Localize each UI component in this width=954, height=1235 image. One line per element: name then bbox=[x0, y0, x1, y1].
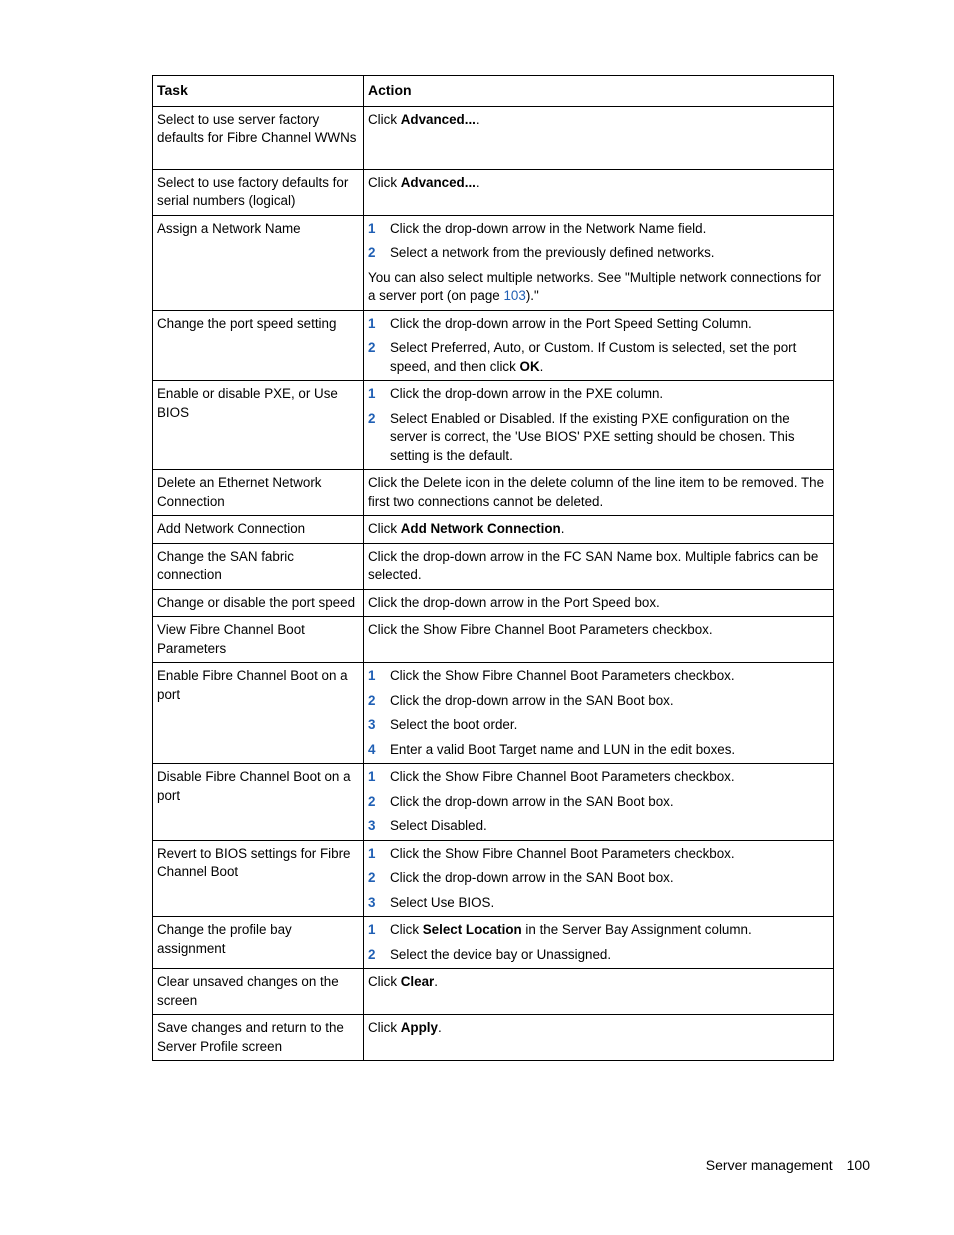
task-cell: Add Network Connection bbox=[153, 516, 364, 544]
action-text: . bbox=[434, 974, 438, 989]
task-cell: Select to use factory defaults for serial numbers (logical) bbox=[153, 169, 364, 215]
action-cell bbox=[364, 169, 834, 215]
task-cell: Change the SAN fabric connection bbox=[153, 543, 364, 589]
step-number: 2 bbox=[368, 410, 376, 426]
step-text: Select Disabled. bbox=[390, 818, 487, 833]
task-cell: Change the profile bay assignment bbox=[153, 917, 364, 969]
step-text-part: . bbox=[539, 358, 544, 374]
step-text: Click the Show Fibre Channel Boot Parameters checkbox. bbox=[390, 845, 735, 861]
step-text: Enter a valid Boot Target name and LUN in the edit boxes. bbox=[390, 741, 736, 757]
step-list bbox=[368, 667, 828, 759]
action-text: Click bbox=[368, 974, 401, 989]
action-text: Click bbox=[368, 174, 401, 190]
step-item bbox=[368, 244, 828, 263]
action-text: Click bbox=[368, 521, 401, 536]
step-text: Click the drop-down arrow in the SAN Boot box. bbox=[390, 870, 674, 885]
action-cell bbox=[364, 1015, 834, 1061]
action-cell bbox=[364, 470, 834, 516]
task-cell: Revert to BIOS settings for Fibre Channel Boot bbox=[153, 840, 364, 917]
action-cell bbox=[364, 543, 834, 589]
step-item bbox=[368, 845, 828, 864]
page-number: 100 bbox=[846, 1157, 870, 1173]
step-number: 1 bbox=[368, 845, 376, 861]
step-item bbox=[368, 817, 828, 836]
step-text: Select the device bay or Unassigned. bbox=[390, 946, 612, 962]
action-cell bbox=[364, 310, 834, 381]
task-cell: Change or disable the port speed bbox=[153, 589, 364, 617]
table-row bbox=[153, 215, 834, 310]
step-item bbox=[368, 894, 828, 913]
step-text: Click the drop-down arrow in the Port Speed Setting Column. bbox=[390, 315, 752, 331]
step-number: 1 bbox=[368, 769, 376, 784]
table-row bbox=[153, 310, 834, 381]
action-text: Click the drop-down arrow in the FC SAN Name box. Multiple fabrics can be selected. bbox=[368, 548, 819, 582]
action-bold-text: Advanced... bbox=[400, 111, 476, 127]
table-row bbox=[153, 516, 834, 544]
step-item bbox=[368, 716, 828, 735]
table-row bbox=[153, 840, 834, 917]
task-cell: Enable Fibre Channel Boot on a port bbox=[153, 663, 364, 764]
column-header-action: Action bbox=[364, 76, 834, 107]
step-item bbox=[368, 921, 828, 940]
action-text: Click bbox=[368, 1020, 401, 1035]
step-text: Select Use BIOS. bbox=[390, 894, 495, 910]
step-list bbox=[368, 220, 828, 263]
step-number: 2 bbox=[368, 793, 376, 809]
table-row bbox=[153, 764, 834, 841]
step-list bbox=[368, 768, 828, 836]
table-row bbox=[153, 169, 834, 215]
step-number: 1 bbox=[368, 315, 376, 331]
table-row bbox=[153, 470, 834, 516]
step-bold-text: Select Location bbox=[422, 922, 522, 937]
table-row bbox=[153, 589, 834, 617]
table-row bbox=[153, 617, 834, 663]
step-item bbox=[368, 869, 828, 888]
action-text: . bbox=[437, 1020, 442, 1035]
action-text: Click the Delete icon in the delete column of the line item to be removed. The first two connections cannot be deleted. bbox=[368, 475, 825, 509]
table-row bbox=[153, 1015, 834, 1061]
action-cell bbox=[364, 381, 834, 470]
step-text: Click the Show Fibre Channel Boot Parameters checkbox. bbox=[390, 769, 735, 784]
task-cell: Enable or disable PXE, or Use BIOS bbox=[153, 381, 364, 470]
table-row bbox=[153, 663, 834, 764]
task-cell: Disable Fibre Channel Boot on a port bbox=[153, 764, 364, 841]
step-number: 1 bbox=[368, 386, 376, 401]
step-text: Click the drop-down arrow in the PXE column. bbox=[390, 386, 664, 401]
step-list bbox=[368, 921, 828, 964]
step-item bbox=[368, 315, 828, 334]
step-item bbox=[368, 667, 828, 686]
table-row bbox=[153, 543, 834, 589]
step-text bbox=[390, 339, 828, 376]
step-number: 1 bbox=[368, 668, 376, 683]
column-header-task: Task bbox=[153, 76, 364, 107]
note-text: )." bbox=[525, 288, 539, 303]
step-text: Select the boot order. bbox=[390, 717, 518, 732]
step-number: 2 bbox=[368, 340, 376, 355]
step-number: 3 bbox=[368, 818, 376, 833]
step-list bbox=[368, 845, 828, 913]
step-text: Select Enabled or Disabled. If the existing PXE configuration on the server is correct, the 'Use BIOS' PXE setting should be chosen. This setting is the default. bbox=[390, 410, 795, 463]
action-cell bbox=[364, 617, 834, 663]
action-text: Click the drop-down arrow in the Port Speed box. bbox=[368, 594, 660, 610]
step-item bbox=[368, 692, 828, 711]
table-row bbox=[153, 917, 834, 969]
step-number: 4 bbox=[368, 741, 376, 757]
step-item bbox=[368, 793, 828, 812]
step-item bbox=[368, 946, 828, 965]
action-text: Click bbox=[368, 111, 401, 127]
step-text-part: in the Server Bay Assignment column. bbox=[521, 922, 752, 937]
step-text-part: Select Preferred, Auto, or Custom. If Custom is selected, set the port speed, and then click bbox=[390, 340, 797, 374]
page-reference-link[interactable]: 103 bbox=[503, 288, 526, 303]
action-cell bbox=[364, 589, 834, 617]
step-bold-text: OK bbox=[519, 358, 540, 374]
step-text: Click the drop-down arrow in the Network Name field. bbox=[390, 220, 707, 236]
table-header-row bbox=[153, 76, 834, 107]
action-cell bbox=[364, 663, 834, 764]
action-bold-text: Clear bbox=[400, 974, 435, 989]
note-text: You can also select multiple networks. See "Multiple network connections for a server port (on page bbox=[368, 269, 822, 303]
step-note bbox=[368, 269, 828, 306]
action-text: . bbox=[475, 174, 480, 190]
step-item bbox=[368, 220, 828, 239]
step-item bbox=[368, 339, 828, 376]
footer-section-title: Server management bbox=[705, 1157, 833, 1173]
task-cell: Delete an Ethernet Network Connection bbox=[153, 470, 364, 516]
step-text: Click the drop-down arrow in the SAN Boot box. bbox=[390, 692, 674, 708]
table-row bbox=[153, 381, 834, 470]
action-cell bbox=[364, 969, 834, 1015]
task-cell: Change the port speed setting bbox=[153, 310, 364, 381]
step-item bbox=[368, 768, 828, 787]
action-text: . bbox=[475, 111, 480, 127]
step-item bbox=[368, 385, 828, 404]
step-item bbox=[368, 410, 828, 466]
task-cell: Select to use server factory defaults for Fibre Channel WWNs bbox=[153, 106, 364, 169]
action-text: . bbox=[560, 521, 565, 536]
task-cell: View Fibre Channel Boot Parameters bbox=[153, 617, 364, 663]
table-row bbox=[153, 106, 834, 169]
step-list bbox=[368, 315, 828, 377]
step-number: 3 bbox=[368, 894, 376, 910]
action-bold-text: Apply bbox=[400, 1020, 438, 1035]
step-list bbox=[368, 385, 828, 465]
task-action-table bbox=[152, 75, 834, 1061]
step-number: 2 bbox=[368, 692, 376, 708]
step-number: 1 bbox=[368, 220, 376, 236]
action-bold-text: Add Network Connection bbox=[400, 521, 561, 536]
action-bold-text: Advanced... bbox=[400, 174, 476, 190]
step-text: Click the drop-down arrow in the SAN Boot box. bbox=[390, 793, 674, 809]
action-text: Click the Show Fibre Channel Boot Parameters checkbox. bbox=[368, 622, 713, 637]
page-footer bbox=[706, 1157, 870, 1173]
step-item bbox=[368, 741, 828, 760]
task-cell: Assign a Network Name bbox=[153, 215, 364, 310]
step-number: 2 bbox=[368, 946, 376, 962]
step-number: 1 bbox=[368, 922, 376, 937]
task-cell: Clear unsaved changes on the screen bbox=[153, 969, 364, 1015]
action-cell bbox=[364, 106, 834, 169]
table-row bbox=[153, 969, 834, 1015]
step-number: 2 bbox=[368, 245, 376, 260]
step-number: 3 bbox=[368, 717, 376, 732]
action-cell bbox=[364, 764, 834, 841]
action-cell bbox=[364, 840, 834, 917]
step-text bbox=[390, 921, 828, 940]
step-text: Select a network from the previously defined networks. bbox=[390, 245, 715, 260]
action-cell bbox=[364, 215, 834, 310]
step-text-part: Click bbox=[390, 922, 423, 937]
action-cell bbox=[364, 917, 834, 969]
step-number: 2 bbox=[368, 870, 376, 885]
step-text: Click the Show Fibre Channel Boot Parameters checkbox. bbox=[390, 668, 735, 683]
action-cell bbox=[364, 516, 834, 544]
task-cell: Save changes and return to the Server Profile screen bbox=[153, 1015, 364, 1061]
